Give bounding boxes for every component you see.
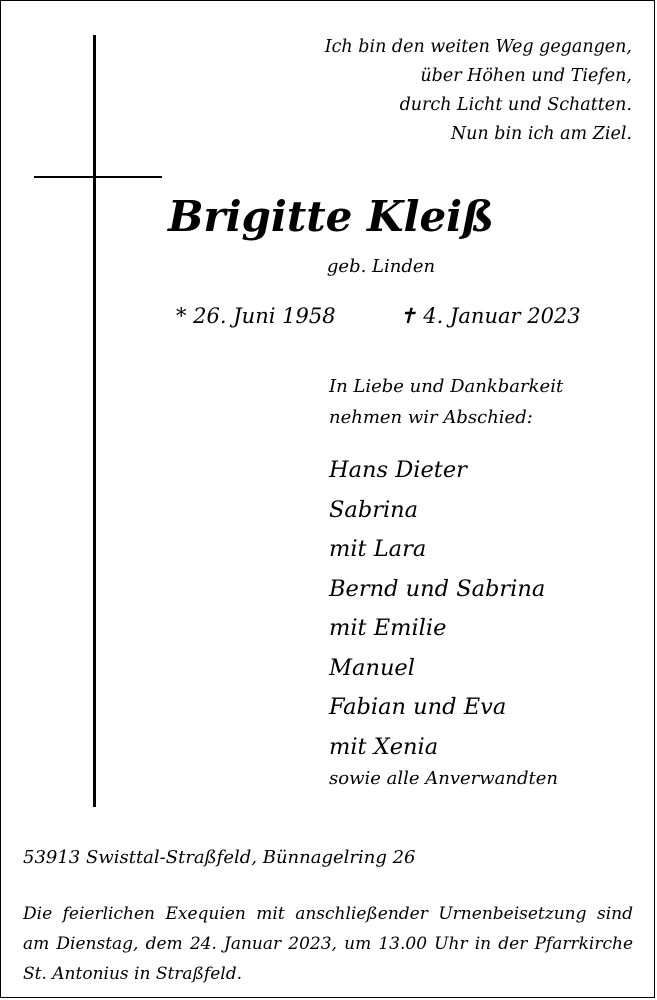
mourner-name: mit Emilie — [329, 615, 447, 641]
mourner-closing: sowie alle Anverwandten — [329, 768, 558, 789]
cross-vertical-bar — [93, 35, 96, 807]
farewell-line: nehmen wir Abschied: — [329, 407, 533, 428]
poem-line: Ich bin den weiten Weg gegangen, — [324, 37, 632, 57]
poem — [252, 33, 632, 149]
poem-line: durch Licht und Schatten. — [399, 95, 632, 115]
mourner-name: mit Lara — [329, 536, 427, 562]
mourner-name: mit Xenia — [329, 733, 439, 760]
mourner-name: Sabrina — [329, 496, 419, 523]
life-dates — [176, 301, 581, 331]
poem-line: über Höhen und Tiefen, — [420, 66, 632, 86]
farewell-lead — [329, 371, 563, 433]
mourner-name: Hans Dieter — [329, 457, 467, 483]
mourner-name: Manuel — [329, 654, 415, 681]
cross-horizontal-bar — [34, 176, 162, 178]
farewell-line: In Liebe und Dankbarkeit — [329, 376, 564, 397]
deceased-name: Brigitte Kleiß — [167, 192, 495, 241]
mourner-name: Bernd und Sabrina — [329, 575, 546, 602]
maiden-name: geb. Linden — [326, 256, 436, 277]
birth-date: * 26. Juni 1958 — [176, 304, 336, 328]
poem-line: Nun bin ich am Ziel. — [450, 124, 632, 144]
service-info: Die feierlichen Exequien mit anschließender Urnenbeisetzung sind am Dienstag, dem 24. Januar 2023, um 13.00 Uhr in der Pfarrkirche St. Antonius in Straßfeld. — [23, 904, 633, 984]
address: 53913 Swisttal-Straßfeld, Bünnagelring 26 — [23, 847, 416, 868]
death-date: ✝ 4. Januar 2023 — [399, 304, 581, 328]
mourner-list — [329, 451, 545, 767]
mourner-name: Fabian und Eva — [329, 694, 507, 720]
